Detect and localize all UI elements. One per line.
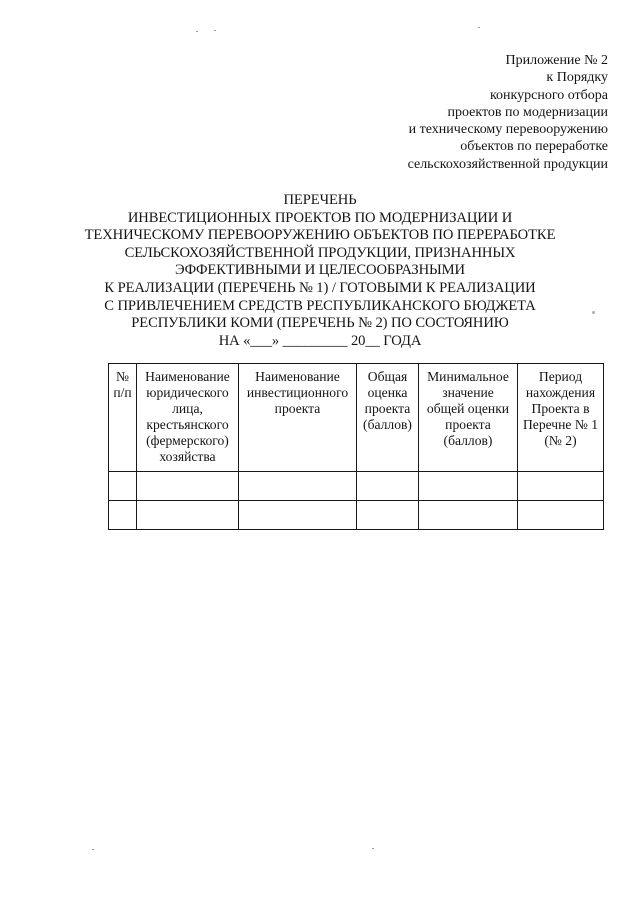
table-cell	[518, 472, 604, 501]
document-title	[60, 192, 580, 350]
header-number	[109, 364, 137, 472]
table-cell	[419, 472, 518, 501]
header-text: значение	[442, 385, 494, 400]
title-line: ТЕХНИЧЕСКОМУ ПЕРЕВООРУЖЕНИЮ ОБЪЕКТОВ ПО ПЕРЕРАБОТКЕ	[84, 227, 556, 244]
title-line: ПЕРЕЧЕНЬ	[283, 192, 357, 208]
header-text: крестьянского	[146, 417, 229, 432]
header-minimum-score	[419, 364, 518, 472]
header-text: Проекта в	[531, 401, 590, 416]
title-line: К РЕАЛИЗАЦИИ (ПЕРЕЧЕНЬ № 1) / ГОТОВЫМИ К РЕАЛИЗАЦИИ	[104, 279, 536, 296]
appendix-line: Приложение № 2	[505, 53, 608, 68]
table-cell	[109, 472, 137, 501]
table-cell	[239, 472, 357, 501]
scan-speck	[196, 31, 198, 32]
title-date-line: НА «___» _________ 20__ ГОДА	[218, 332, 422, 349]
title-line: С ПРИВЛЕЧЕНИЕМ СРЕДСТВ РЕСПУБЛИКАНСКОГО БЮДЖЕТА	[104, 297, 536, 314]
table-cell	[419, 501, 518, 530]
header-text: Перечне № 1	[522, 417, 599, 432]
header-text: юридического	[146, 385, 229, 400]
header-text: проекта	[364, 401, 411, 416]
header-text: хозяйства	[159, 449, 216, 464]
header-text: (№ 2)	[544, 433, 577, 448]
scan-speck	[92, 849, 94, 850]
header-text: Наименование	[255, 369, 340, 384]
title-line: ИНВЕСТИЦИОННЫХ ПРОЕКТОВ ПО МОДЕРНИЗАЦИИ И	[127, 209, 513, 226]
appendix-line: проектов по модернизации	[447, 104, 608, 120]
table-cell	[357, 501, 419, 530]
scan-speck	[478, 27, 480, 28]
header-text: (фермерского)	[146, 433, 229, 448]
table-row	[109, 472, 604, 501]
header-text: №	[116, 369, 129, 384]
appendix-reference	[408, 52, 608, 173]
appendix-line: к Порядку	[546, 70, 608, 86]
table-cell	[357, 472, 419, 501]
scan-speck	[214, 30, 216, 31]
scan-speck	[372, 848, 374, 849]
header-text: Минимальное	[427, 369, 509, 384]
title-line: РЕСПУБЛИКИ КОМИ (ПЕРЕЧЕНЬ № 2) ПО СОСТОЯНИЮ	[131, 315, 509, 332]
header-project-name	[239, 364, 357, 472]
header-text: (баллов)	[363, 417, 412, 432]
appendix-line: конкурсного отбора	[489, 87, 608, 103]
table-cell	[137, 501, 239, 530]
table-header-row	[109, 364, 604, 472]
appendix-line: сельскохозяйственной продукции	[407, 156, 608, 172]
title-line: ЭФФЕКТИВНЫМИ И ЦЕЛЕСООБРАЗНЫМИ	[174, 262, 465, 279]
header-legal-entity-name	[137, 364, 239, 472]
header-text: п/п	[113, 385, 132, 400]
header-text: Период	[538, 369, 583, 384]
header-total-score	[357, 364, 419, 472]
header-text: оценка	[367, 385, 408, 400]
header-text: лица,	[172, 401, 203, 416]
table-cell	[239, 501, 357, 530]
projects-table	[108, 363, 604, 530]
scan-speck	[592, 311, 595, 314]
table-cell	[109, 501, 137, 530]
header-text: (баллов)	[443, 433, 493, 448]
header-period-in-list	[518, 364, 604, 472]
title-line: СЕЛЬСКОХОЗЯЙСТВЕННОЙ ПРОДУКЦИИ, ПРИЗНАННЫХ	[124, 244, 516, 261]
header-text: Общая	[367, 369, 408, 384]
header-text: нахождения	[525, 385, 596, 400]
header-text: Наименование	[145, 369, 230, 384]
header-text: проекта	[445, 417, 491, 432]
table-cell	[137, 472, 239, 501]
header-text: инвестиционного	[246, 385, 349, 400]
appendix-line: объектов по переработке	[460, 139, 608, 155]
table-row	[109, 501, 604, 530]
header-text: проекта	[274, 401, 321, 416]
header-text: общей оценки	[426, 401, 510, 416]
appendix-line: и техническому перевооружению	[408, 122, 608, 138]
table-cell	[518, 501, 604, 530]
